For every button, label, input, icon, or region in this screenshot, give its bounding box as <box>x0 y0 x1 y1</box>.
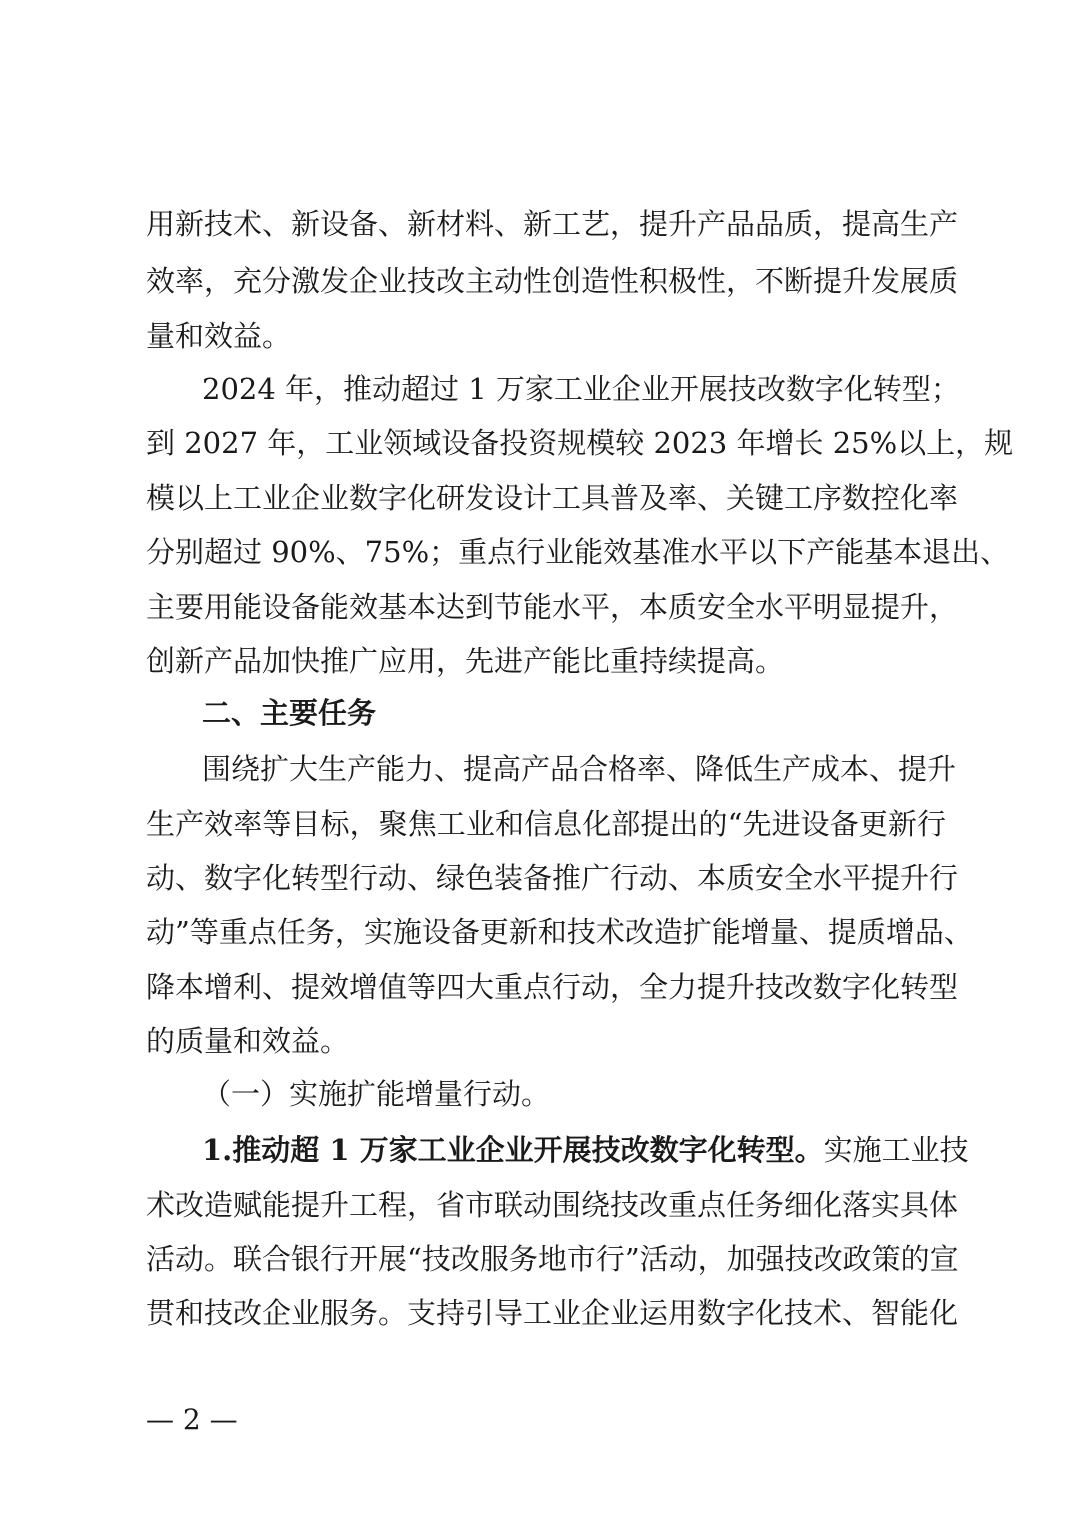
section-heading: 二、主要任务 <box>202 696 377 730</box>
paragraph-line: 主要用能设备能效基本达到节能水平，本质安全水平明显提升， <box>146 590 959 624</box>
paragraph-line: 模以上工业企业数字化研发设计工具普及率、关键工序数控化率 <box>146 481 959 515</box>
item-text: 实施工业技 <box>823 1133 969 1167</box>
paragraph-line: 术改造赋能提升工程，省市联动围绕技改重点任务细化落实具体 <box>146 1188 959 1222</box>
paragraph-line: 到 2027 年，工业领域设备投资规模较 2023 年增长 25%以上，规 <box>146 426 1014 460</box>
paragraph-line: 2024 年，推动超过 1 万家工业企业开展技改数字化转型； <box>202 372 960 406</box>
paragraph-line: 动、数字化转型行动、绿色装备推广行动、本质安全水平提升行 <box>146 861 959 895</box>
paragraph-line: 效率，充分激发企业技改主动性创造性积极性，不断提升发展质 <box>146 264 959 298</box>
paragraph-line: 贯和技改企业服务。支持引导工业企业运用数字化技术、智能化 <box>146 1296 959 1330</box>
paragraph-line: 的质量和效益。 <box>146 1024 350 1058</box>
paragraph-line: 用新技术、新设备、新材料、新工艺，提升产品品质，提高生产 <box>146 207 959 241</box>
paragraph-line: 动”等重点任务，实施设备更新和技术改造扩能增量、提质增品、 <box>146 915 973 949</box>
paragraph-line: 分别超过 90%、75%；重点行业能效基准水平以下产能基本退出、 <box>146 535 1010 569</box>
paragraph-line: 活动。联合银行开展“技改服务地市行”活动，加强技改政策的宣 <box>146 1242 959 1276</box>
item-line <box>202 1130 969 1170</box>
page-number: — 2 — <box>146 1403 238 1436</box>
paragraph-line: 量和效益。 <box>146 319 292 353</box>
subsection-heading: （一）实施扩能增量行动。 <box>202 1077 551 1111</box>
item-title: 1.推动超 1 万家工业企业开展技改数字化转型。 <box>202 1133 824 1167</box>
paragraph-line: 创新产品加快推广应用，先进产能比重持续提高。 <box>146 644 785 678</box>
paragraph-line: 降本增利、提效增值等四大重点行动，全力提升技改数字化转型 <box>146 970 959 1004</box>
paragraph-line: 围绕扩大生产能力、提高产品合格率、降低生产成本、提升 <box>202 752 957 786</box>
paragraph-line: 生产效率等目标，聚焦工业和信息化部提出的“先进设备更新行 <box>146 807 946 841</box>
